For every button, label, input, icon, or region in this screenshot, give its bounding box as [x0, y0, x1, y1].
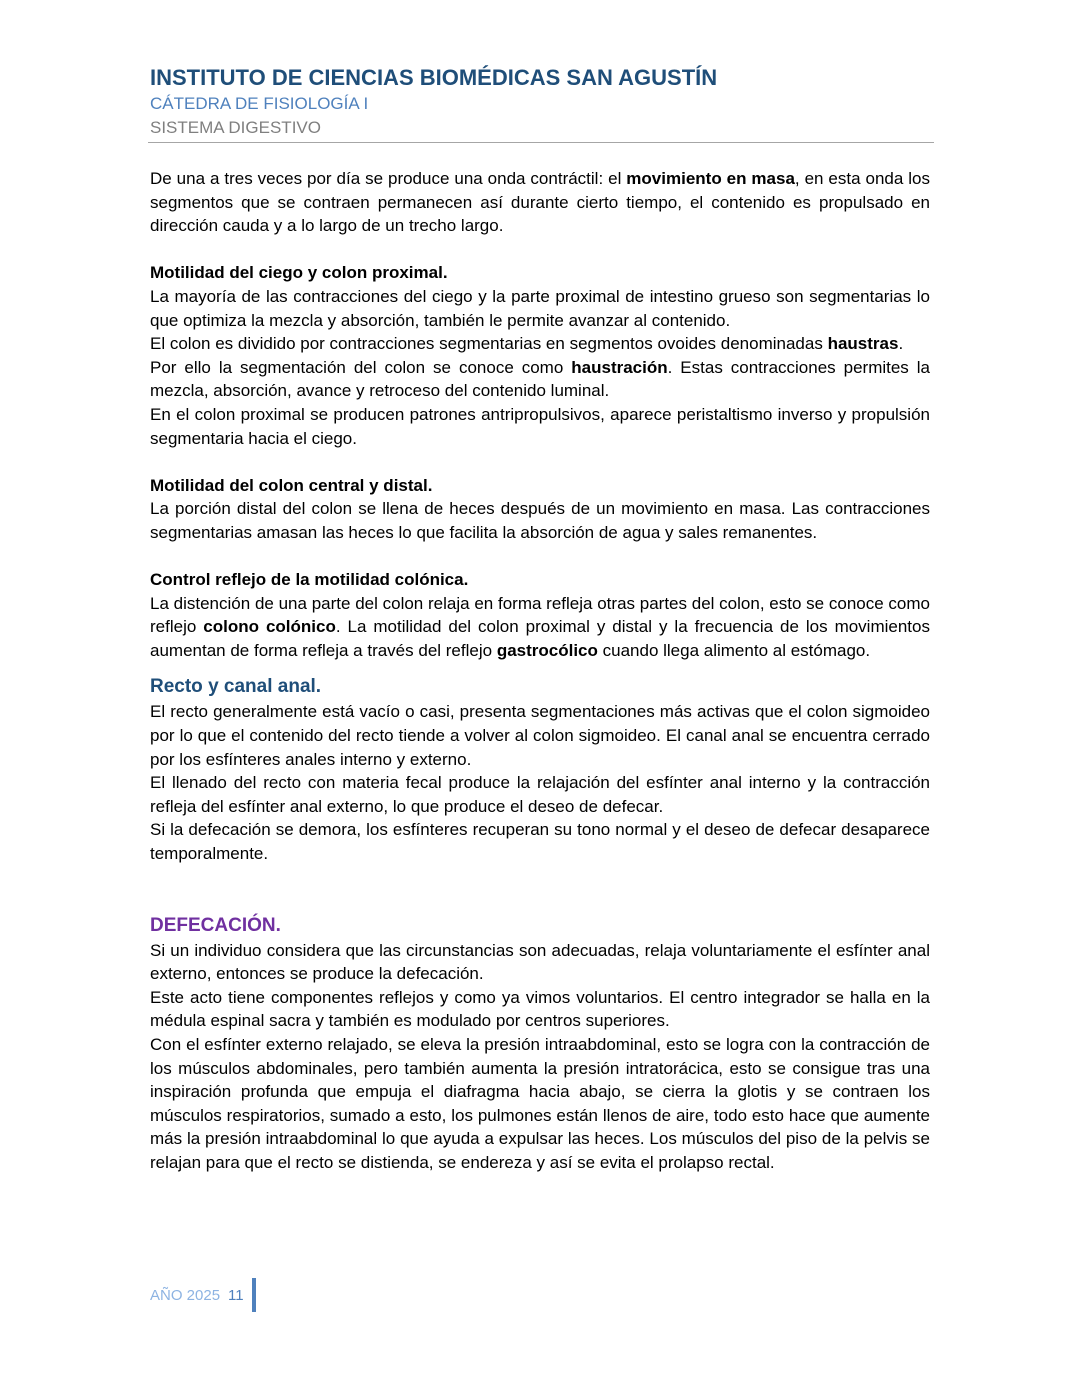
control-bold-2: gastrocólico [496, 640, 598, 660]
ciego-p3-end: . Estas contracciones permites la mezcla, absorción, avance y retroceso del contenido luminal. [150, 357, 930, 401]
ciego-p2-end: . [898, 334, 904, 354]
defecacion-heading: DEFECACIÓN. [150, 914, 281, 936]
intro-text-2: , en esta onda los segmentos que se contraen permanecen así durante cierto tiempo, el contenido es propulsado en dirección cauda y a lo largo de un trecho largo. [150, 169, 930, 236]
ciego-p3-bold: haustración [571, 357, 668, 377]
control-text-2: . La motilidad del colon proximal y distal y la frecuencia de los movimientos aumentan de forma refleja a través del reflejo [150, 617, 930, 660]
central-paragraph: La porción distal del colon se llena de heces después de un movimiento en masa. Las contracciones segmentarias amasan las heces lo que facilita la absorción de agua y sales remanentes. [150, 499, 930, 542]
control-text-1: La distención de una parte del colon relaja en forma refleja otras partes del colon, esto se conoce como reflejo [150, 593, 930, 637]
ciego-paragraph-4: En el colon proximal se producen patrones antripropulsivos, aparece peristaltismo inverso y propulsión segmentaria hacia el ciego. [150, 404, 930, 448]
central-heading: Motilidad del colon central y distal. [150, 475, 433, 495]
ciego-paragraph-3 [150, 356, 930, 403]
page-number: 11 [228, 1286, 244, 1304]
ciego-paragraph-2 [150, 332, 930, 356]
defecacion-paragraph-3: Con el esfínter externo relajado, se eleva la presión intraabdominal, esto se logra con la contracción de los músculos abdominales, pero también aumenta la presión intratorácica, esto se consigue tras una inspiración profunda que empuja el diafragma hacia abajo, se cierra la glotis y se contraen los músculos respiratorios, sumado a esto, los pulmones están llenos de aire, todo esto hace que aumente más la presión intraabdominal lo que ayuda a expulsar las heces. Los músculos del piso de la pelvis se relajan para que el recto se distienda, se endereza y así se evita el prolapso rectal. [150, 1035, 930, 1172]
recto-paragraph-3: Si la defecación se demora, los esfínteres recuperan su tono normal y el deseo de defecar desaparece temporalmente. [150, 820, 930, 864]
topic-name: SISTEMA DIGESTIVO [150, 118, 321, 137]
ciego-paragraph-1: La mayoría de las contracciones del ciego y la parte proximal de intestino grueso son segmentarias lo que optimiza la mezcla y absorción, también le permite avanzar al contenido. [150, 286, 930, 330]
header-divider [148, 142, 934, 143]
ciego-p2-bold: haustras [827, 334, 899, 354]
defecacion-paragraph-2: Este acto tiene componentes reflejos y como ya vimos voluntarios. El centro integrador se halla en la médula espinal sacra y también es modulado por centros superiores. [150, 987, 930, 1031]
control-heading: Control reflejo de la motilidad colónica. [150, 570, 469, 590]
document-body [150, 167, 930, 1175]
defecacion-paragraph-1: Si un individuo considera que las circunstancias son adecuadas, relaja voluntariamente el esfínter anal externo, entonces se produce la defecación. [150, 940, 930, 984]
intro-paragraph [150, 167, 930, 238]
footer-accent-bar [252, 1278, 256, 1312]
intro-text-1: De una a tres veces por día se produce una onda contráctil: el [150, 169, 627, 188]
recto-paragraph-2: El llenado del recto con materia fecal produce la relajación del esfínter anal interno y la contracción refleja del esfínter anal externo, lo que produce el deseo de defecar. [150, 773, 930, 816]
control-paragraph [150, 592, 930, 663]
ciego-p2-text: El colon es dividido por contracciones segmentarias en segmentos ovoides denominadas [150, 334, 828, 354]
recto-paragraph-1: El recto generalmente está vacío o casi, presenta segmentaciones más activas que el colon sigmoideo por lo que el contenido del recto tiende a volver al colon sigmoideo. El canal anal se encuentra cerrado por los esfínteres anales interno y externo. [150, 702, 930, 769]
page-footer [150, 1278, 256, 1312]
ciego-heading: Motilidad del ciego y colon proximal. [150, 263, 448, 283]
institute-name: INSTITUTO DE CIENCIAS BIOMÉDICAS SAN AGUSTÍN [150, 65, 718, 90]
ciego-p3-text: Por ello la segmentación del colon se conoce como [150, 357, 572, 377]
recto-heading: Recto y canal anal. [150, 676, 322, 698]
intro-bold-term: movimiento en masa [626, 169, 795, 188]
control-text-3: cuando llega alimento al estómago. [597, 640, 871, 660]
control-bold-1: colono colónico [203, 617, 336, 637]
chair-name: CÁTEDRA DE FISIOLOGÍA I [150, 94, 369, 113]
footer-year: AÑO 2025 [150, 1286, 221, 1304]
page-header [150, 64, 932, 140]
